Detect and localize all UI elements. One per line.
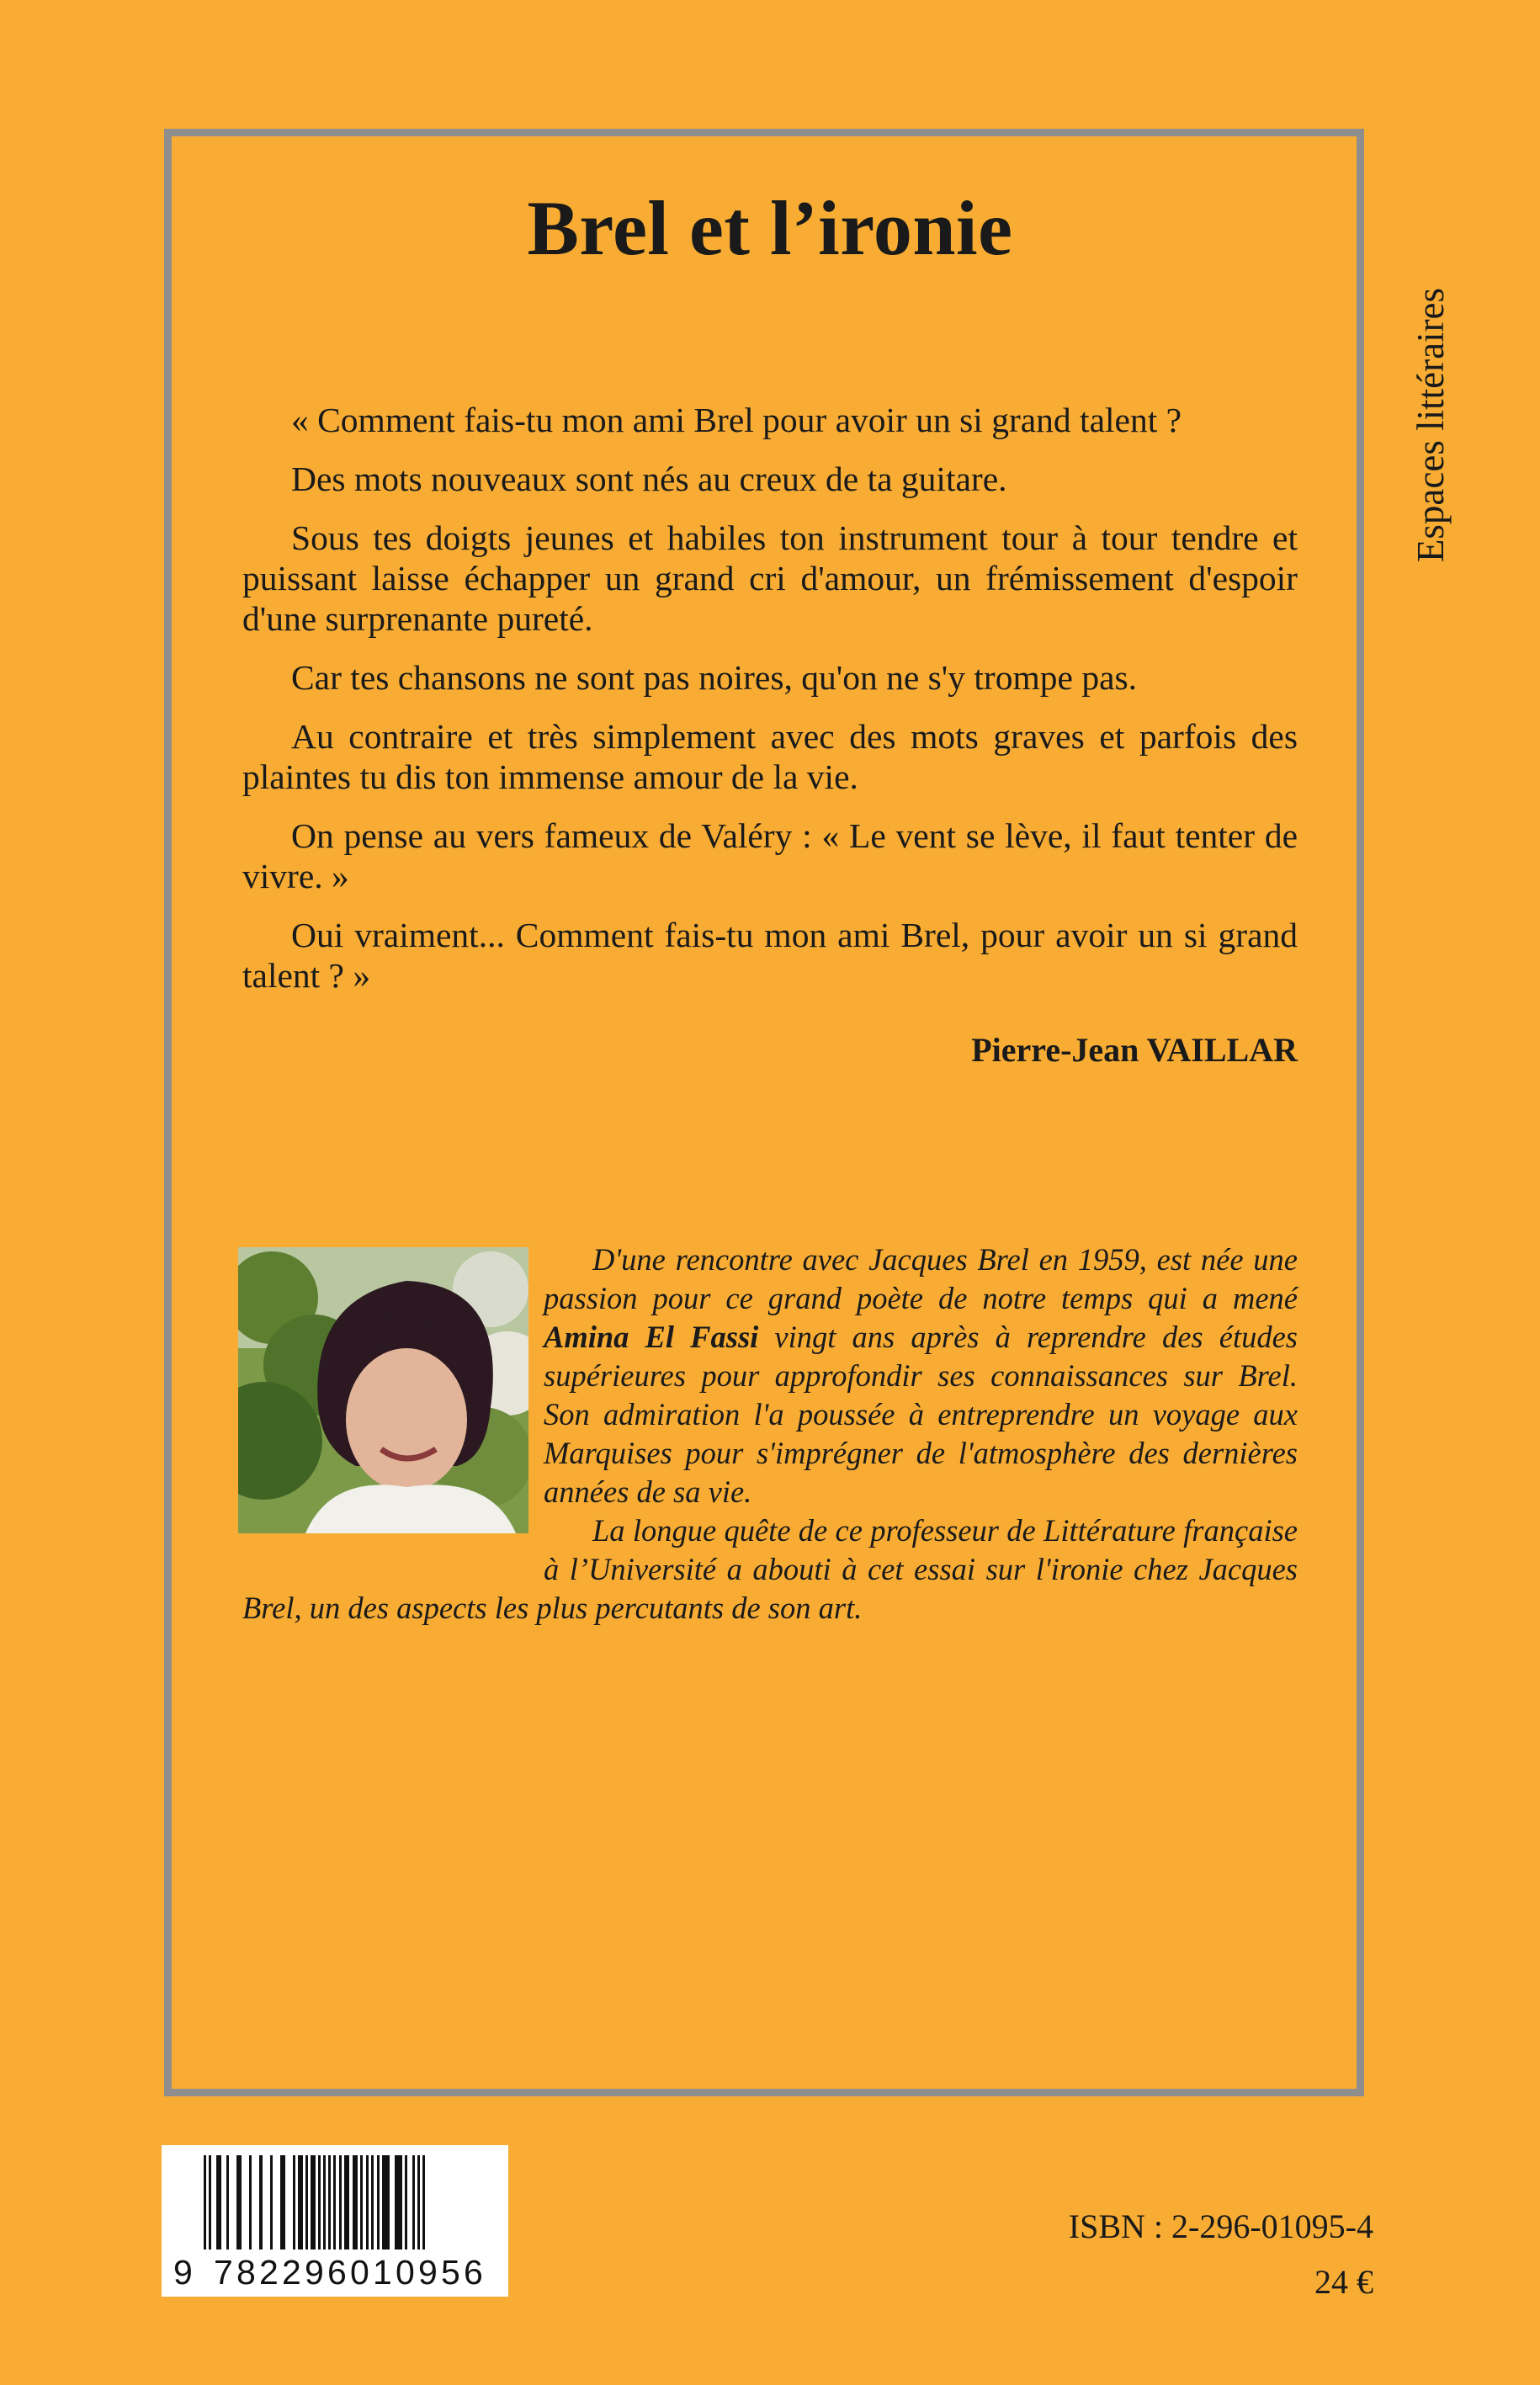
quote-signature: Pierre-Jean VAILLAR <box>971 1031 1298 1069</box>
barcode-bar <box>353 2155 358 2250</box>
isbn: ISBN : 2-296-01095-4 <box>1068 2207 1373 2245</box>
barcode-bar <box>339 2155 342 2250</box>
barcode-bar <box>417 2155 420 2250</box>
barcode-bar <box>249 2155 252 2250</box>
quote-paragraph: Des mots nouveaux sont nés au creux de ta guitare. <box>291 459 1007 498</box>
barcode-bar <box>360 2155 363 2250</box>
quote-paragraph: « Comment fais-tu mon ami Brel pour avoir un si grand talent ? <box>291 401 1182 439</box>
book-title: Brel et l’ironie <box>527 185 1013 271</box>
barcode-bars <box>162 2145 508 2251</box>
barcode-bar <box>216 2155 221 2250</box>
barcode-bar <box>236 2155 242 2250</box>
quote-block <box>242 400 1298 996</box>
series-name: Espaces littéraires <box>1410 287 1452 563</box>
barcode-bar <box>371 2155 374 2250</box>
bio-paragraph: La longue quête de ce professeur de Littérature française à l’Université a abouti à cet essai sur l'ironie chez Jacques Brel, un des aspects les plus percutants de son art. <box>242 1513 1298 1625</box>
barcode-bar <box>259 2155 263 2250</box>
barcode-first-digit: 9 <box>173 2253 194 2292</box>
barcode-bar <box>293 2155 295 2250</box>
barcode-digits <box>162 2251 508 2293</box>
barcode-bar <box>311 2155 316 2250</box>
barcode-bar <box>395 2155 402 2250</box>
author-name: Amina El Fassi <box>544 1320 759 1354</box>
barcode-bar <box>270 2155 273 2250</box>
barcode-bar <box>382 2155 390 2250</box>
barcode <box>162 2145 508 2297</box>
barcode-bar <box>377 2155 380 2250</box>
price: 24 € <box>1314 2263 1373 2301</box>
barcode-rest-digits: 782296010956 <box>214 2253 487 2292</box>
quote-paragraph: Oui vraiment... Comment fais-tu mon ami Brel, pour avoir un si grand talent ? » <box>242 916 1298 995</box>
barcode-bar <box>328 2155 331 2250</box>
quote-paragraph: Sous tes doigts jeunes et habiles ton instrument tour à tour tendre et puissant laisse échapper un grand cri d'amour, un frémissement d'espoir d'une surprenante pureté. <box>242 518 1298 638</box>
bio-paragraph <box>242 1240 1298 1511</box>
barcode-bar <box>412 2155 415 2250</box>
barcode-bar <box>280 2155 285 2250</box>
author-bio <box>242 1240 1298 1628</box>
barcode-bar <box>209 2155 211 2250</box>
barcode-bar <box>323 2155 326 2250</box>
barcode-bar <box>318 2155 321 2250</box>
barcode-bar <box>204 2155 206 2250</box>
bio-text-after: vingt ans après à reprendre des études supérieures pour approfondir ses connaissances sur Brel. Son admiration l'a poussée à entreprendre un voyage aux Marquises pour s'imprégner de l'atmosphère des dernières années de sa vie. <box>544 1320 1298 1509</box>
barcode-bar <box>305 2155 308 2250</box>
quote-paragraph: Au contraire et très simplement avec des mots graves et parfois des plaintes tu dis ton immense amour de la vie. <box>242 717 1298 796</box>
barcode-bar <box>366 2155 369 2250</box>
barcode-bar <box>405 2155 407 2250</box>
barcode-bar <box>344 2155 349 2250</box>
barcode-bar <box>422 2155 425 2250</box>
quote-paragraph: Car tes chansons ne sont pas noires, qu'on ne s'y trompe pas. <box>291 658 1138 697</box>
barcode-bar <box>333 2155 336 2250</box>
quote-paragraph: On pense au vers fameux de Valéry : « Le vent se lève, il faut tenter de vivre. » <box>242 816 1298 895</box>
barcode-bar <box>226 2155 229 2250</box>
bio-text-before: D'une rencontre avec Jacques Brel en 1959, est née une passion pour ce grand poète de notre temps qui a mené <box>544 1242 1298 1315</box>
barcode-bar <box>298 2155 303 2250</box>
